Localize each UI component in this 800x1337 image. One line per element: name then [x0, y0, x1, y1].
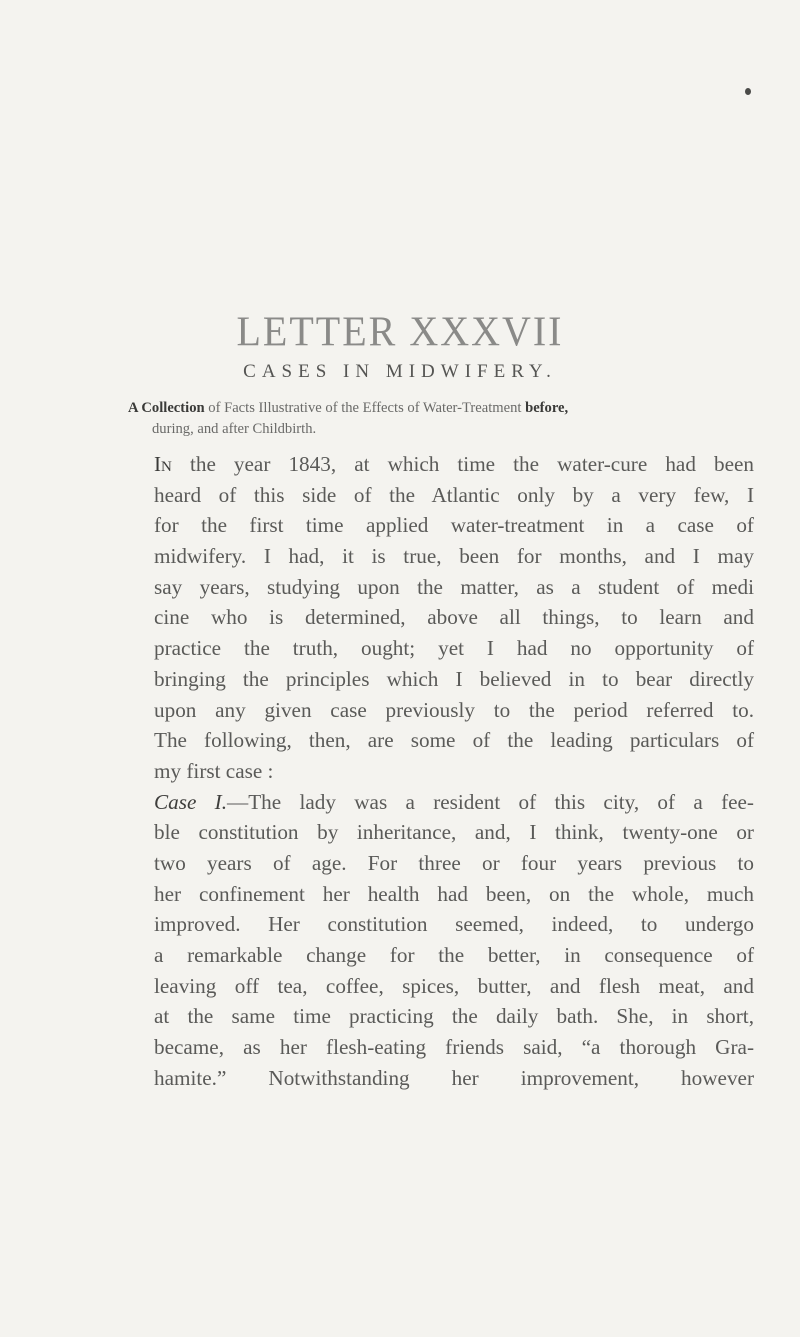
text-line [154, 541, 754, 572]
drop-word: In [154, 452, 172, 476]
text-line [154, 449, 754, 480]
line-text: bringing the principles which I believed in to bear directly [154, 666, 754, 691]
line-text: midwifery. I had, it is true, been for months, and I may [154, 544, 754, 569]
summary-text: of Facts Illustrative of the Effects of Water-Treatment [204, 400, 526, 416]
line-text: say years, studying upon the matter, as a student of medi [154, 574, 754, 599]
line-text: hamite.” Notwithstanding her improvement, however [154, 1065, 754, 1090]
summary-end: before, [525, 400, 569, 416]
text-line [154, 602, 754, 633]
letter-heading: LETTER XXXVII [236, 307, 564, 356]
text-line [154, 695, 754, 726]
text-line [154, 1032, 754, 1063]
summary-line-1 [128, 400, 798, 417]
text-line [154, 633, 754, 664]
line-text: the year 1843, at which time the water-cure had been [171, 452, 754, 476]
summary-lead: A Collection [128, 400, 205, 416]
text-line [154, 879, 754, 910]
text-line [154, 817, 754, 848]
text-line [154, 909, 754, 940]
text-line [154, 510, 754, 541]
line-text: practice the truth, ought; yet I had no opportunity of [154, 636, 754, 661]
line-text: The following, then, are some of the leading particulars of [154, 728, 754, 753]
ink-speck [745, 88, 751, 95]
line-text: leaving off tea, coffee, spices, butter, and flesh meat, and [154, 973, 754, 998]
case-label: Case I. [154, 789, 228, 814]
body-paragraphs [154, 449, 754, 1093]
line-text: ble constitution by inheritance, and, I think, twenty-one or [154, 820, 754, 845]
line-text: upon any given case previously to the period referred to. [154, 697, 754, 722]
text-line [154, 971, 754, 1002]
text-line [154, 480, 754, 511]
line-text: two years of age. For three or four years previous to [154, 850, 754, 875]
line-text: became, as her flesh-eating friends said, “a thorough Gra- [154, 1035, 754, 1060]
text-line [154, 848, 754, 879]
text-line [154, 1063, 754, 1094]
line-text: her confinement her health had been, on the whole, much [154, 881, 754, 906]
line-text: cine who is determined, above all things, to learn and [154, 605, 754, 630]
letter-subheading: CASES IN MIDWIFERY. [243, 361, 557, 382]
text-line [154, 756, 754, 787]
text-line [154, 725, 754, 756]
line-text: —The lady was a resident of this city, of a fee- [227, 789, 754, 814]
line-text: heard of this side of the Atlantic only by a very few, I [154, 482, 754, 507]
line-text: a remarkable change for the better, in consequence of [154, 943, 754, 967]
text-line [154, 940, 754, 971]
line-text: for the first time applied water-treatment in a case of [154, 513, 754, 538]
summary-line-2: during, and after Childbirth. [152, 421, 317, 437]
line-text: improved. Her constitution seemed, indeed, to undergo [154, 912, 754, 937]
text-line [154, 664, 754, 695]
line-text: my first case : [154, 758, 274, 783]
text-line [154, 1001, 754, 1032]
line-text: at the same time practicing the daily bath. She, in short, [154, 1004, 754, 1029]
text-line [154, 787, 754, 818]
text-line [154, 572, 754, 603]
